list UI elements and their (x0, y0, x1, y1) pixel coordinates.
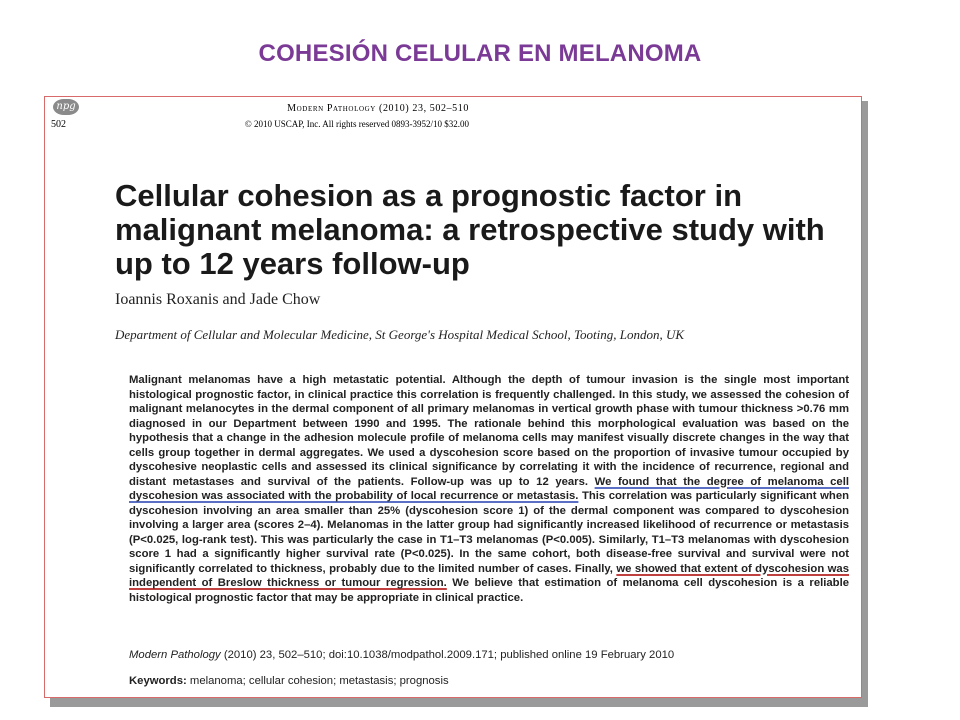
copyright-line: © 2010 USCAP, Inc. All rights reserved 0893-3952/10 $32.00 (244, 119, 469, 129)
abstract-part-1: Malignant melanomas have a high metastatic potential. Although the depth of tumour invasion is the single most important histological prognostic factor, in clinical practice this correlation is frequently challenged. In this study, we assessed the cohesion of malignant melanocytes in the dermal component of all primary melanomas in vertical growth phase with tumour thickness >0.76 mm diagnosed in our Department between 1990 and 1995. The rationale behind this morphological evaluation was based on the hypothesis that a change in the adhesion molecule profile of melanoma cells may manifest visually discrete changes in the way that cells group together in dermal aggregates. We used a dyscohesion score based on the proportion of invasive tumour occupied by dyscohesive neoplastic cells and assessed its clinical significance by correlating it with the incidence of recurrence, regional and distant metastases and survival of the patients. Follow-up was up to 12 years. (129, 374, 849, 488)
citation (129, 649, 674, 661)
citation-journal: Modern Pathology (129, 649, 221, 661)
keywords (129, 675, 449, 687)
abstract (129, 373, 849, 605)
abstract-part-2: This correlation was particularly significant when dyscohesion involving an area smaller than 25% (dyscohesion score 1) of the dermal component was compared to dyscohesion involving a larger area (scores 2–4). Melanomas in the latter group had significantly increased likelihood of recurrence or metastasis (P<0.025, log-rank test). This was particularly the case in T1–T3 melanomas (P<0.005). Similarly, T1–T3 melanomas with dyscohesion score 1 had a significantly higher survival rate (P<0.025). In the same cohort, both disease-free survival and survival were not significantly correlated to thickness, probably due to the limited number of cases. Finally, (129, 490, 849, 575)
slide-title: COHESIÓN CELULAR EN MELANOMA (258, 40, 702, 67)
citation-text: (2010) 23, 502–510; doi:10.1038/modpathol.2009.171; published online 19 February 2010 (220, 649, 675, 661)
page-number: 502 (51, 119, 66, 130)
keywords-text: melanoma; cellular cohesion; metastasis; prognosis (186, 675, 449, 687)
npg-logo: npg (53, 99, 79, 115)
paper-title: Cellular cohesion as a prognostic factor in malignant melanoma: a retrospective study with up to 12 years follow-up (115, 178, 825, 281)
paper-page (44, 96, 862, 698)
paper-authors: Ioannis Roxanis and Jade Chow (115, 291, 321, 308)
abstract-underlined-independence: we showed that extent of dyscohesion was independent of Breslow thickness or tumour regression. (129, 562, 849, 589)
abstract-part-3: We believe that estimation of melanoma cell dyscohesion is a reliable histological prognostic factor that may be appropriate in clinical practice. (129, 577, 849, 604)
journal-line: Modern Pathology (2010) 23, 502–510 (287, 103, 469, 114)
paper-affiliation: Department of Cellular and Molecular Medicine, St George's Hospital Medical School, Tooting, London, UK (115, 327, 685, 342)
keywords-label: Keywords: (129, 675, 187, 687)
abstract-underlined-finding: We found that the degree of melanoma cell dyscohesion was associated with the probability of local recurrence or metastasis. (129, 475, 849, 502)
